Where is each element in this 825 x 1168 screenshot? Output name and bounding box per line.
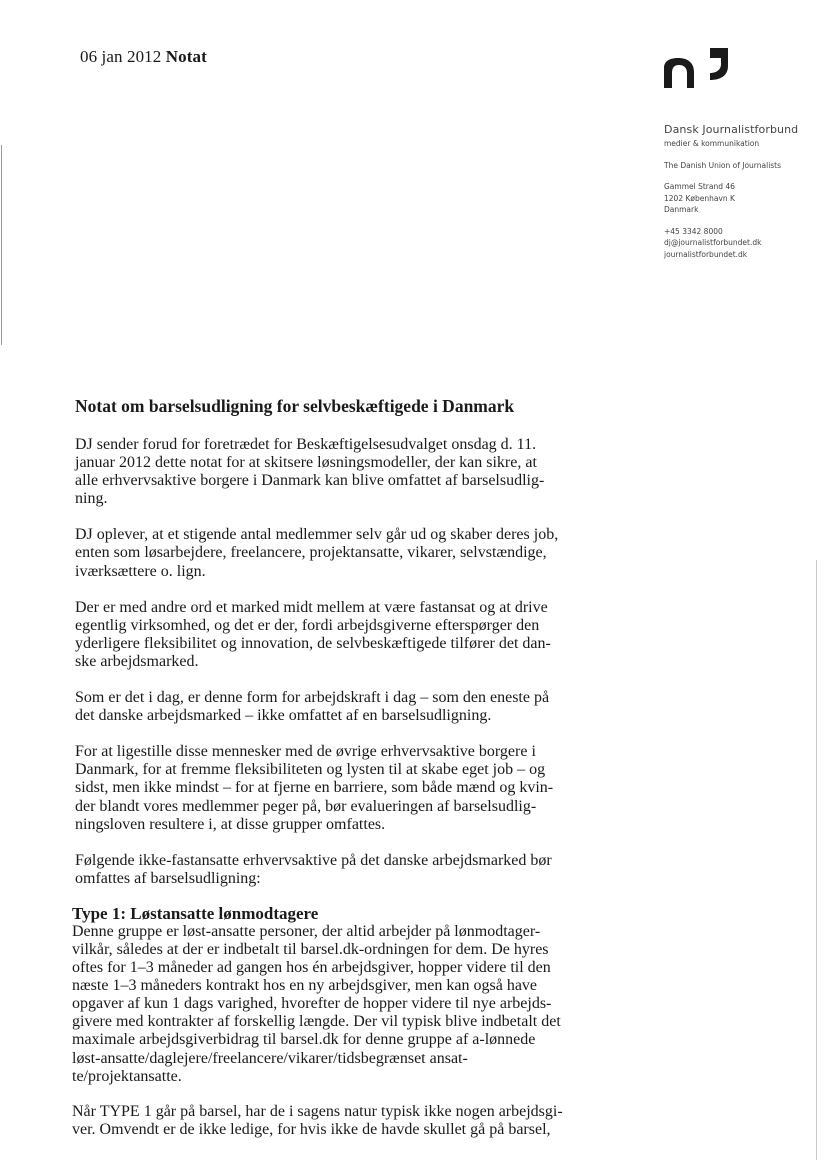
paragraph-current-state: Som er det i dag, er denne form for arbejdskraft i dag – som den eneste på det danske arbejdsmarked – ikke omfattet af en barselsudligning. bbox=[75, 689, 550, 725]
document-type: Notat bbox=[165, 47, 207, 66]
organization-name: Dansk Journalistforbund bbox=[664, 123, 799, 136]
contact-email: dj@journalistforbundet.dk bbox=[664, 238, 762, 247]
paragraph-market: Der er med andre ord et marked midt mellem at være fastansat og at drive egentlig virksomhed, og det er der, fordi arbejdsgiverne efterspørger den yderligere fleksibilitet og innovation, de selvbeskæftigede tilfører det dan- ske arbejdsmarked. bbox=[75, 598, 551, 670]
address-street: Gammel Strand 46 bbox=[664, 182, 735, 191]
organization-tagline: medier & kommunikation bbox=[664, 139, 760, 148]
address-city: 1202 København K bbox=[664, 193, 735, 203]
document-body bbox=[74, 396, 594, 1157]
address-country: Danmark bbox=[664, 205, 699, 214]
scan-artifact-left bbox=[1, 145, 2, 345]
contact-phone: +45 3342 8000 bbox=[664, 226, 723, 236]
organization-english-name: The Danish Union of Journalists bbox=[664, 160, 782, 170]
type1-heading: Type 1: Løstansatte lønmodtagere bbox=[72, 903, 319, 923]
paragraph-members: DJ oplever, at et stigende antal medlemmer selv går ud og skaber deres job, enten som løsarbejdere, freelancere, projektansatte, vikarer, selvstændige, iværksættere o. lign. bbox=[75, 526, 559, 580]
organization-info bbox=[664, 123, 798, 260]
paragraph-groups-intro: Følgende ikke-fastansatte erhvervsaktive på det danske arbejdsmarked bør omfattes af barselsudligning: bbox=[75, 851, 552, 887]
type1-paragraph: Denne gruppe er løst-ansatte personer, der altid arbejder på lønmodtager- vilkår, således at der er indbetalt til barsel.dk-ordningen for dem. De hyres oftes for 1–3 måneder ad gangen hos én arbejdsgiver, hopper videre til den næste 1–3 måneders kontrakt hos en ny arbejdsgiver, men kan også have opgaver af kun 1 dags varighed, hvorefter de hopper videre til nye arbejds- givere med kontrakter af forskellig længde. Der vil typisk blive indbetalt det maximale arbejdsgiverbidrag til barsel.dk for denne gruppe af a-lønnede løst-ansatte/daglejere/freelancere/vikarer/tidsbegrænset ansat- te/projektansatte. bbox=[72, 922, 561, 1085]
dj-logo-icon bbox=[660, 46, 730, 96]
paragraph-type1-leave: Når TYPE 1 går på barsel, har de i sagens natur typisk ikke nogen arbejdsgi- ver. Omvendt er de ikke ledige, for hvis ikke de havde skullet gå på barsel, bbox=[72, 1102, 563, 1138]
scan-artifact-right bbox=[816, 560, 817, 1160]
contact-website: journalistforbundet.dk bbox=[664, 249, 748, 259]
document-date: 06 jan 2012 bbox=[80, 47, 162, 66]
paragraph-equality: For at ligestille disse mennesker med de øvrige erhvervsaktive borgere i Danmark, for at fremme fleksibiliteten og lysten til at skabe eget job – og sidst, men ikke mindst – for at fjerne en barriere, som både mænd og kvin- der blandt vores medlemmer peger på, bør evalueringen af barselsudlig- ningsloven resultere i, at disse grupper omfattes. bbox=[75, 743, 554, 833]
paragraph-intro: DJ sender forud for foretrædet for Beskæftigelsesudvalget onsdag d. 11. januar 2012 dette notat for at skitsere løsningsmodeller, der kan sikre, at alle erhvervsaktive borgere i Danmark kan blive omfattet af barselsudlig- ning. bbox=[75, 436, 545, 508]
document-title: Notat om barselsudligning for selvbeskæftigede i Danmark bbox=[75, 396, 515, 416]
document-header bbox=[80, 47, 207, 67]
